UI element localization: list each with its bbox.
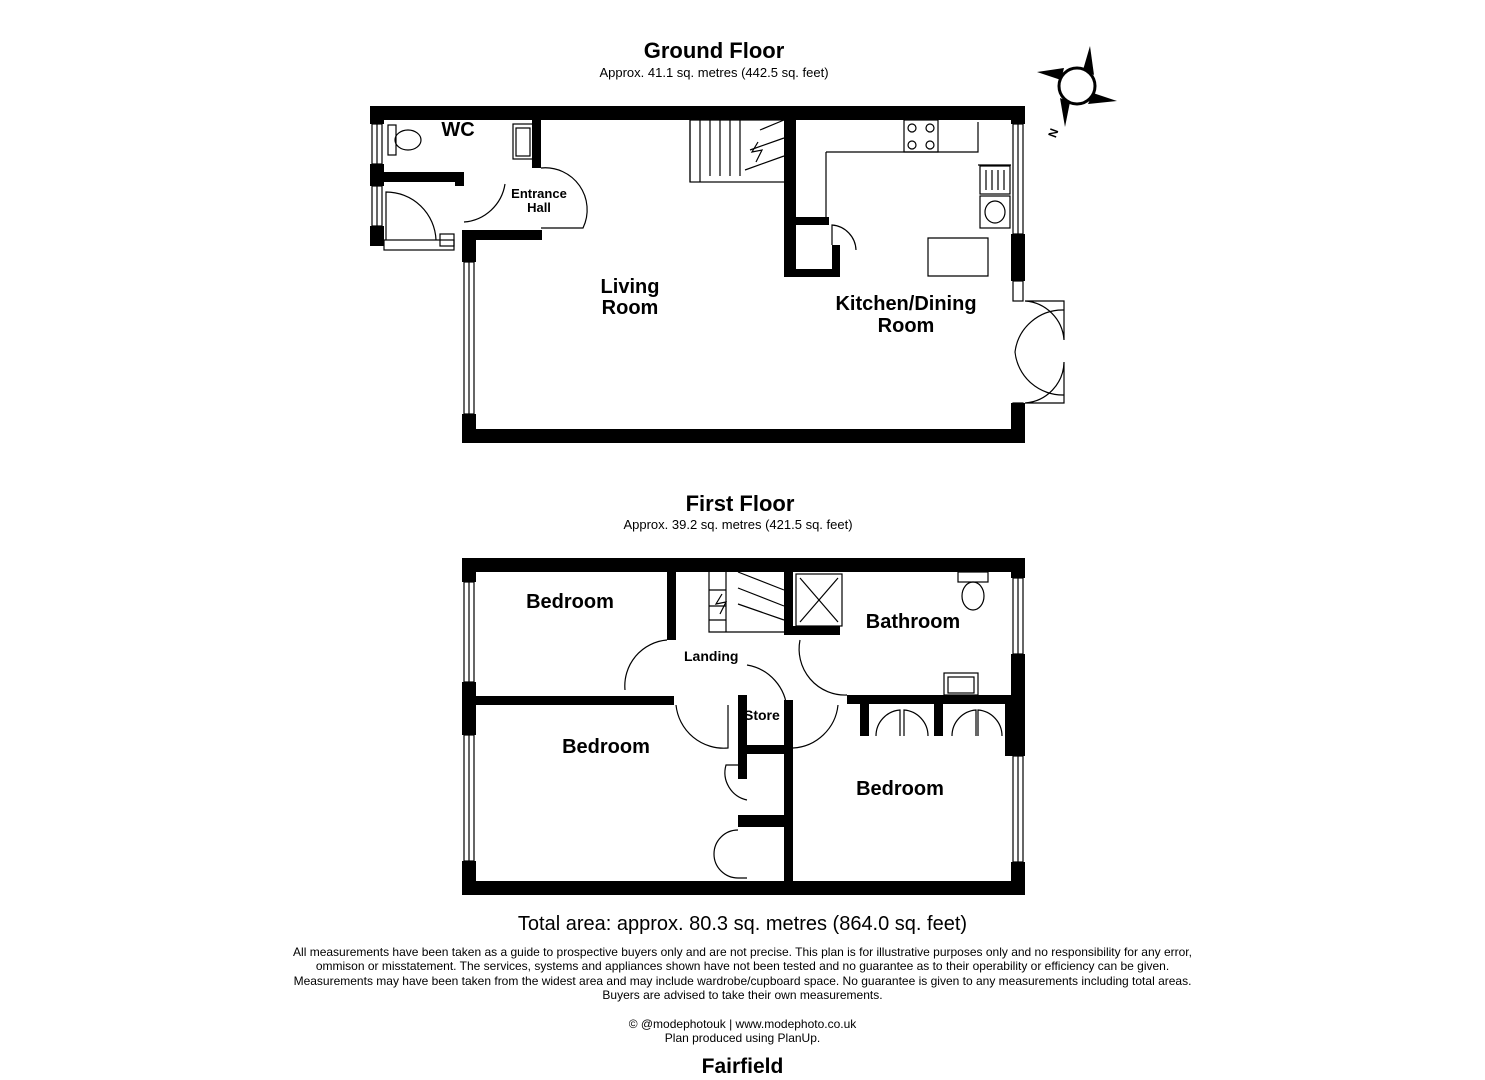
ff-bath-wall-bottom bbox=[847, 695, 1011, 704]
disclaimer-line-1: All measurements have been taken as a guide to prospective buyers only and are not precise. This plan is for illustrative purposes only and no responsibility for any error, bbox=[293, 945, 1192, 959]
room-wc: WC bbox=[441, 119, 475, 141]
total-area: Total area: approx. 80.3 sq. metres (864.0 sq. feet) bbox=[517, 913, 968, 935]
room-landing: Landing bbox=[684, 648, 739, 664]
room-living-line1: Living bbox=[600, 276, 660, 298]
first-floor-area: Approx. 39.2 sq. metres (421.5 sq. feet) bbox=[623, 517, 853, 532]
ff-middle-wall bbox=[784, 700, 793, 890]
north-label: N bbox=[1045, 126, 1062, 140]
gf-cupboard-wall-top bbox=[784, 217, 829, 225]
ff-robe-divider-1 bbox=[860, 700, 869, 736]
room-kitchen-line1: Kitchen/Dining bbox=[835, 293, 977, 315]
room-store: Store bbox=[744, 707, 780, 723]
ground-floor-area: Approx. 41.1 sq. metres (442.5 sq. feet) bbox=[599, 65, 829, 80]
credit-line-1: © @modephotouk | www.modephoto.co.uk bbox=[628, 1017, 857, 1031]
gf-wc-partition bbox=[384, 172, 464, 182]
room-kitchen-line2: Room bbox=[877, 315, 935, 337]
ff-bath-bottom bbox=[784, 626, 840, 635]
ff-bath-left bbox=[784, 572, 793, 632]
gf-cupboard-wall-bottom bbox=[784, 269, 840, 277]
ff-robe-divider-3 bbox=[1005, 700, 1014, 756]
ff-bottom-wall bbox=[462, 881, 1025, 895]
disclaimer-line-2: ommison or misstatement. The services, systems and appliances shown have not been tested and no guarantee as to their operability or efficiency can be given. bbox=[315, 959, 1170, 973]
property-name: Fairfield bbox=[701, 1055, 784, 1078]
gf-cupboard-wall-right bbox=[832, 245, 840, 277]
room-living-line2: Room bbox=[601, 297, 659, 319]
gf-wc-partition-2 bbox=[455, 172, 464, 186]
room-bedroom-bottom-left: Bedroom bbox=[562, 736, 650, 758]
ff-robe-divider-2 bbox=[934, 700, 943, 736]
disclaimer-line-4: Buyers are advised to take their own measurements. bbox=[602, 988, 883, 1002]
gf-top-wall bbox=[370, 106, 1025, 120]
room-bedroom-top-left: Bedroom bbox=[526, 591, 614, 613]
ff-store-bottom bbox=[738, 745, 788, 754]
disclaimer-line-3: Measurements may have been taken from the widest area and may include wardrobe/cupboard space. No guarantee is given to any measurements including total areas. bbox=[293, 974, 1192, 988]
first-floor-title: First Floor bbox=[685, 491, 795, 516]
gf-kitchen-divider bbox=[784, 120, 796, 277]
ff-bed1-bottom bbox=[462, 696, 674, 705]
ff-wardrobe-wall bbox=[738, 815, 788, 827]
ff-top-wall bbox=[462, 558, 1025, 572]
room-entrance-hall-line1: Entrance bbox=[511, 186, 567, 201]
ff-bed1-right bbox=[667, 572, 676, 640]
gf-bottom-wall bbox=[462, 429, 1025, 443]
ff-wardrobe-wall-2 bbox=[738, 755, 747, 779]
ground-floor-title: Ground Floor bbox=[643, 38, 785, 63]
credit-line-2: Plan produced using PlanUp. bbox=[664, 1031, 821, 1045]
room-bathroom: Bathroom bbox=[865, 611, 961, 633]
room-bedroom-right: Bedroom bbox=[856, 778, 944, 800]
room-entrance-hall-line2: Hall bbox=[527, 200, 551, 215]
gf-hall-bottom-wall bbox=[462, 230, 542, 240]
